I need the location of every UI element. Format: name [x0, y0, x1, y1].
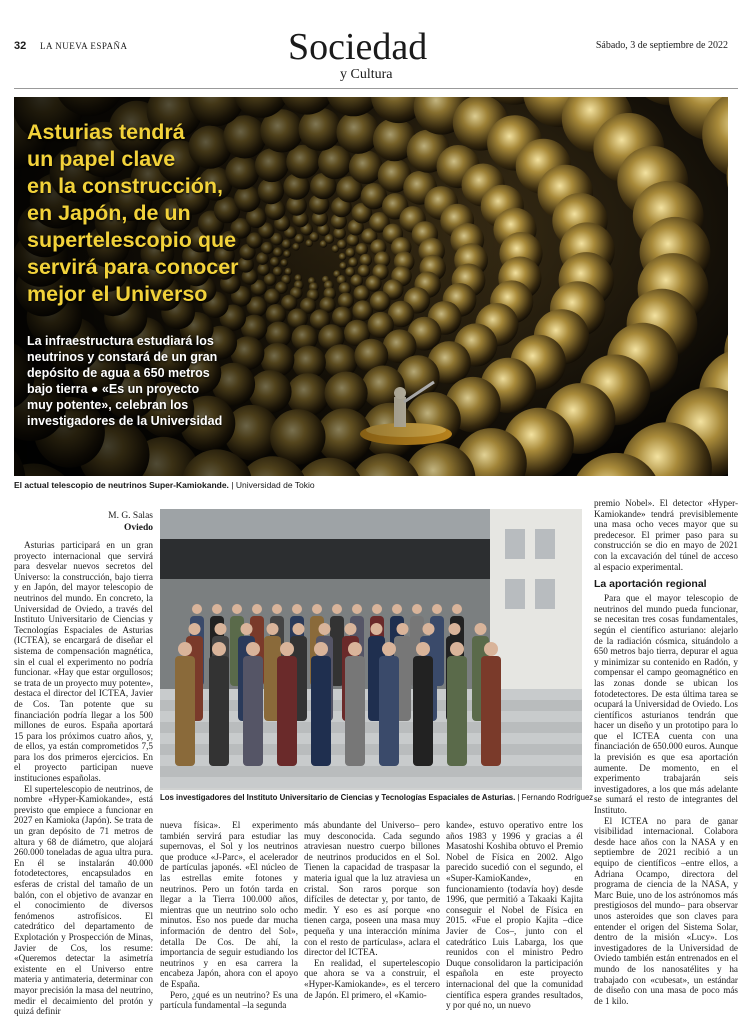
person-body — [413, 656, 433, 766]
person-head — [252, 604, 262, 614]
person-head — [382, 642, 396, 656]
person-head — [314, 642, 328, 656]
masthead — [0, 0, 752, 92]
paragraph: Para que el mayor telescopio de neutrinos del mundo pueda funcionar, se necesitan tres cosas fundamentales, según el científico asturiano: alejarlo de la radiación cósmica, situándolo a 650 metros bajo tierra, depurar el agua y minimizar su contenido en Radón, y compensar el campo geomagnético en las zonas donde se ubican los fotodetectores. De esta última tarea se ocupará la Universidad de Oviedo. Los científicos asturianos tendrán que hacer un diseño y un prototipo para lo que el ICTEA cuenta con una financiación de 650.000 euros. Aunque la previsión es que esa aportación aumente. De momento, en el experimento trabajarán seis investigadores, a los que más adelante se sumará el resto de integrantes del Instituto. — [594, 593, 738, 816]
person-head — [352, 604, 362, 614]
paragraph: kande», estuvo operativo entre los años 1983 y 1996 y gracias a él Masatoshi Koshiba obtuvo el Premio Nobel de Física en 2002. Algo parecido sucedió con el segundo, el «Super-KamioKande», en funcionamiento (todavía hoy) desde 1996, que permitió a Takaaki Kajita conseguir el Nobel de Física en 2015. «Fue el propio Kajita –dice Javier de Cos–, junto con el catedrático Luis Labarga, los que reunidos con el ministro Pedro Duque consolidaron la participación española en este proyecto internacional del que la comunidad científica espera grandes resultados, y por qué no, un nuevo — [446, 820, 583, 1011]
person-head — [267, 623, 279, 635]
masthead-rule — [14, 88, 738, 89]
team-photo-caption — [160, 793, 593, 802]
deck-line: investigadores de la Universidad — [27, 414, 223, 428]
person-head — [412, 604, 422, 614]
person-head — [450, 642, 464, 656]
person-head — [293, 623, 305, 635]
deck-line: muy potente», celebran los — [27, 398, 189, 412]
headline — [27, 119, 327, 308]
team-photo-caption-text: Los investigadores del Instituto Universitario de Ciencias y Tecnologías Espaciales de Asturias. — [160, 793, 516, 802]
paragraph: más abundante del Universo– pero muy desconocida. Cada segundo atraviesan nuestro cuerpo billones de neutrinos producidos en el Sol. Tienen la capacidad de traspasar la materia igual que la luz atraviesa un cristal. Son raros porque son difíciles de detectar y, por tanto, de medir. Y eso es así porque «no tienen carga, poseen una masa muy pequeña y una interacción mínima con el resto de partículas», aclara el director del ICTEA. — [304, 820, 440, 958]
article-column-2 — [160, 820, 298, 1011]
person-body — [243, 656, 263, 766]
person-head — [212, 604, 222, 614]
headline-line: Asturias tendrá — [27, 120, 185, 144]
person-head — [215, 623, 227, 635]
person-head — [272, 604, 282, 614]
hero-caption — [14, 480, 315, 490]
person-head — [432, 604, 442, 614]
person-body — [209, 656, 229, 766]
byline-author: M. G. Salas — [108, 511, 153, 521]
person-head — [345, 623, 357, 635]
person-body — [481, 656, 501, 766]
paragraph: nueva física». El experimento también servirá para estudiar las supernovas, el Sol y los neutrinos que produce «J-Parc», el acelerador de partículas japonés. «El núcleo de las estrellas emite fotones y neutrinos. Pero un fotón tarda en llegar a la Tierra 100.000 años, mientras que un neutrino solo ocho minutos. Eso nos puede dar mucha información de dentro del Sol», detalla De Cos. De ahí, la importancia de seguir estudiando los neutrinos y en esa carrera la encabeza Japón, ahora con el apoyo de España. — [160, 820, 298, 989]
article-column-4 — [446, 820, 583, 1011]
person-head — [416, 642, 430, 656]
paragraph: En realidad, el supertelescopio que ahora se va a construir, el «Hyper-Kamiokande», es el tercero de Japón. El primero, el «Kamio- — [304, 957, 440, 1000]
deck-line: neutrinos y constará de un gran — [27, 350, 218, 364]
deck-line: bajo tierra ● «Es un proyecto — [27, 382, 200, 396]
person-head — [475, 623, 487, 635]
person-body — [175, 656, 195, 766]
hero-photo — [14, 97, 728, 476]
team-photo-caption-credit: | Fernando Rodríguez — [517, 793, 594, 802]
deck-line: depósito de agua a 650 metros — [27, 366, 210, 380]
team-photo — [160, 509, 582, 790]
person-head — [232, 604, 242, 614]
paragraph: Asturias participará en un gran proyecto internacional que servirá para desvelar nuevos secretos del Universo: la construcción, bajo tierra y en Japón, del mayor telescopio de neutrinos del mundo. En concreto, la Universidad de Oviedo, a través del Instituto Universitario de Ciencias y Tecnologías Espaciales de Asturias (ICTEA), se encargará de diseñar el sistema de compensación magnética, sin el cual el experimento no podría funcionar. «Hay que estar orgullosos; se trata de un proyecto muy potente», destaca el director del ICTEA, Javier de Cos. Tan potente que su financiación podría llegar a los 500 millones de euros. España aportará 15 para los próximos cuatro años, y, de ellos, ya están comprometidos 7,5 para los dos primeros ejercicios. En el proyecto participan nueve instituciones españolas. — [14, 540, 153, 784]
paragraph: premio Nobel». El detector «Hyper-Kamiokande» tendrá previsiblemente una masa ocho veces mayor que su predecesor. El primer paso para su construcción se dio en mayo de 2021 con la excavación del túnel de acceso al espacio experimental. — [594, 498, 738, 572]
section-subtitle: y Cultura — [340, 67, 393, 82]
person-body — [447, 656, 467, 766]
headline-line: en Japón, de un — [27, 201, 191, 225]
person-head — [423, 623, 435, 635]
person-head — [371, 623, 383, 635]
paragraph: Pero, ¿qué es un neutrino? Es una partícula fundamental –la segunda — [160, 989, 298, 1011]
person-head — [484, 642, 498, 656]
article-column-5 — [594, 498, 738, 1006]
paragraph: El ICTEA no para de ganar visibilidad internacional. Colabora desde hace años con la NASA y en septiembre de 2021 recibió a un equipo de científicos –entre ellos, a Adriana Ocampo, directora del programa de ciencia de la NASA, y Marc Buie, uno de los astrónomos más prestigiosos del mundo– para observar unos asteroides que son claves para entender el origen del Sistema Solar, dentro de la misión «Lucy». Los investigadores de la Universidad de Oviedo también están entrenados en el mundo de los nanosatélites y ha trabajado con «cubesat», un estándar de diseño con una masa de poco más de 1 kilo. — [594, 815, 738, 1006]
person-head — [312, 604, 322, 614]
person-head — [452, 604, 462, 614]
byline-city: Oviedo — [123, 523, 153, 533]
person-head — [189, 623, 201, 635]
section-title: Sociedad — [288, 26, 428, 68]
byline — [14, 510, 153, 534]
headline-line: un papel clave — [27, 147, 176, 171]
person-head — [332, 604, 342, 614]
article-column-3 — [304, 820, 440, 1000]
person-head — [280, 642, 294, 656]
person-head — [212, 642, 226, 656]
person-head — [348, 642, 362, 656]
person-head — [372, 604, 382, 614]
headline-line: supertelescopio que — [27, 228, 237, 252]
issue-date: Sábado, 3 de septiembre de 2022 — [595, 40, 728, 51]
subheading: La aportación regional — [594, 578, 707, 591]
headline-line: en la construcción, — [27, 174, 223, 198]
person-head — [319, 623, 331, 635]
person-head — [178, 642, 192, 656]
person-head — [241, 623, 253, 635]
person-head — [397, 623, 409, 635]
hero-caption-credit: | Universidad de Tokio — [231, 480, 315, 490]
person-head — [449, 623, 461, 635]
hero-caption-text: El actual telescopio de neutrinos Super-Kamiokande. — [14, 480, 229, 490]
stair-step — [160, 777, 582, 788]
paragraph: El supertelescopio de neutrinos, de nombre «Hyper-Kamiokande», está previsto que empiece a funcionar en 2027 en Kamioka (Japón). Se trata de un gran depósito de 71 metros de altura y 68 de diámetro, que alojará 260.000 toneladas de agua ultra pura. En él se instalarán 40.000 fotodetectores, encapsulados en esferas de cristal del tamaño de un balón, con el objetivo de avanzar en el conocimiento de diversos fenómenos astrofísicos. El catedrático del departamento de Explotación y Prospección de Minas, Javier de Cos, los resume: «Queremos detectar la asimetría existente en el Universo entre materia y antimateria, determinar con mayor precisión la masa del neutrino, medir el decaimiento del protón y quizá definir — [14, 783, 153, 1017]
person-body — [311, 656, 331, 766]
person-head — [246, 642, 260, 656]
page-number: 32 — [14, 40, 27, 52]
publication-name: LA NUEVA ESPAÑA — [40, 41, 128, 51]
person-body — [345, 656, 365, 766]
deck — [27, 333, 287, 429]
person-body — [277, 656, 297, 766]
person-head — [192, 604, 202, 614]
deck-line: La infraestructura estudiará los — [27, 334, 214, 348]
headline-line: mejor el Universo — [27, 282, 208, 306]
headline-line: servirá para conocer — [27, 255, 239, 279]
person-head — [292, 604, 302, 614]
person-head — [392, 604, 402, 614]
stair-step — [160, 766, 582, 777]
team-photo-image — [160, 509, 582, 790]
person-body — [379, 656, 399, 766]
article-column-1 — [14, 510, 153, 1017]
